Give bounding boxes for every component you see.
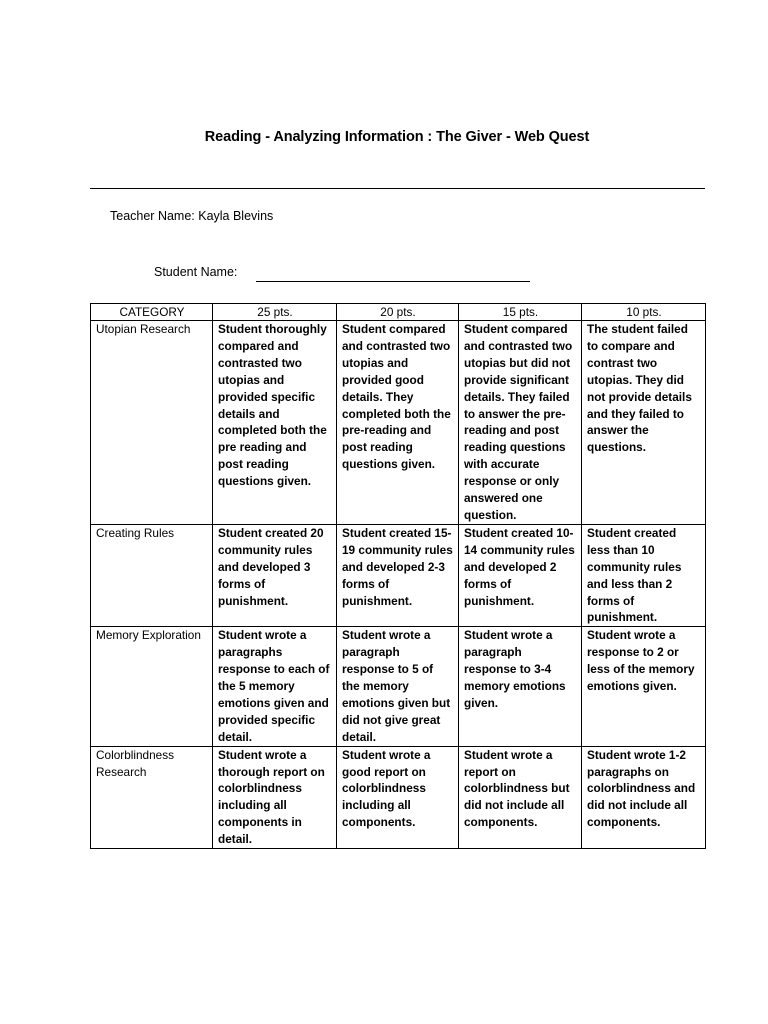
header-15-pts: 15 pts. bbox=[459, 304, 582, 321]
table-row bbox=[91, 321, 706, 525]
table-row bbox=[91, 524, 706, 626]
cell-20-pts: Student wrote a paragraph response to 5 of the memory emotions given but did not give great detail. bbox=[337, 627, 459, 746]
table-row bbox=[91, 746, 706, 848]
title-divider bbox=[90, 188, 705, 189]
document-title: Reading - Analyzing Information : The Giver - Web Quest bbox=[204, 129, 590, 145]
cell-10-pts: Student wrote 1-2 paragraphs on colorblindness and did not include all components. bbox=[582, 746, 706, 848]
rubric-table bbox=[90, 303, 706, 849]
student-name-blank bbox=[256, 281, 530, 282]
cell-25-pts: Student created 20 community rules and developed 3 forms of punishment. bbox=[213, 524, 337, 626]
row-category: Creating Rules bbox=[91, 524, 213, 626]
row-category: Memory Exploration bbox=[91, 627, 213, 746]
cell-10-pts: Student wrote a response to 2 or less of the memory emotions given. bbox=[582, 627, 706, 746]
cell-20-pts: Student compared and contrasted two utopias and provided good details. They completed both the pre-reading and post reading questions given. bbox=[337, 321, 459, 525]
header-category: CATEGORY bbox=[91, 304, 213, 321]
student-name-label: Student Name: bbox=[154, 265, 238, 279]
cell-25-pts: Student wrote a thorough report on colorblindness including all components in detail. bbox=[213, 746, 337, 848]
cell-15-pts: Student created 10-14 community rules and developed 2 forms of punishment. bbox=[459, 524, 582, 626]
header-25-pts: 25 pts. bbox=[213, 304, 337, 321]
cell-25-pts: Student thoroughly compared and contrasted two utopias and provided specific details and completed both the pre reading and post reading questions given. bbox=[213, 321, 337, 525]
cell-10-pts: The student failed to compare and contrast two utopias. They did not provide details and they failed to answer the questions. bbox=[582, 321, 706, 525]
cell-20-pts: Student wrote a good report on colorblindness including all components. bbox=[337, 746, 459, 848]
header-row bbox=[91, 304, 706, 321]
teacher-name: Teacher Name: Kayla Blevins bbox=[110, 209, 274, 223]
cell-25-pts: Student wrote a paragraphs response to each of the 5 memory emotions given and provided specific detail. bbox=[213, 627, 337, 746]
cell-20-pts: Student created 15-19 community rules and developed 2-3 forms of punishment. bbox=[337, 524, 459, 626]
header-10-pts: 10 pts. bbox=[582, 304, 706, 321]
cell-15-pts: Student wrote a paragraph response to 3-4 memory emotions given. bbox=[459, 627, 582, 746]
row-category: Utopian Research bbox=[91, 321, 213, 525]
header-20-pts: 20 pts. bbox=[337, 304, 459, 321]
row-category: Colorblindness Research bbox=[91, 746, 213, 848]
table-row bbox=[91, 627, 706, 746]
cell-15-pts: Student wrote a report on colorblindness but did not include all components. bbox=[459, 746, 582, 848]
cell-10-pts: Student created less than 10 community rules and less than 2 forms of punishment. bbox=[582, 524, 706, 626]
cell-15-pts: Student compared and contrasted two utopias but did not provide significant details. They failed to answer the pre-reading and post reading questions with accurate response or only answered one question. bbox=[459, 321, 582, 525]
